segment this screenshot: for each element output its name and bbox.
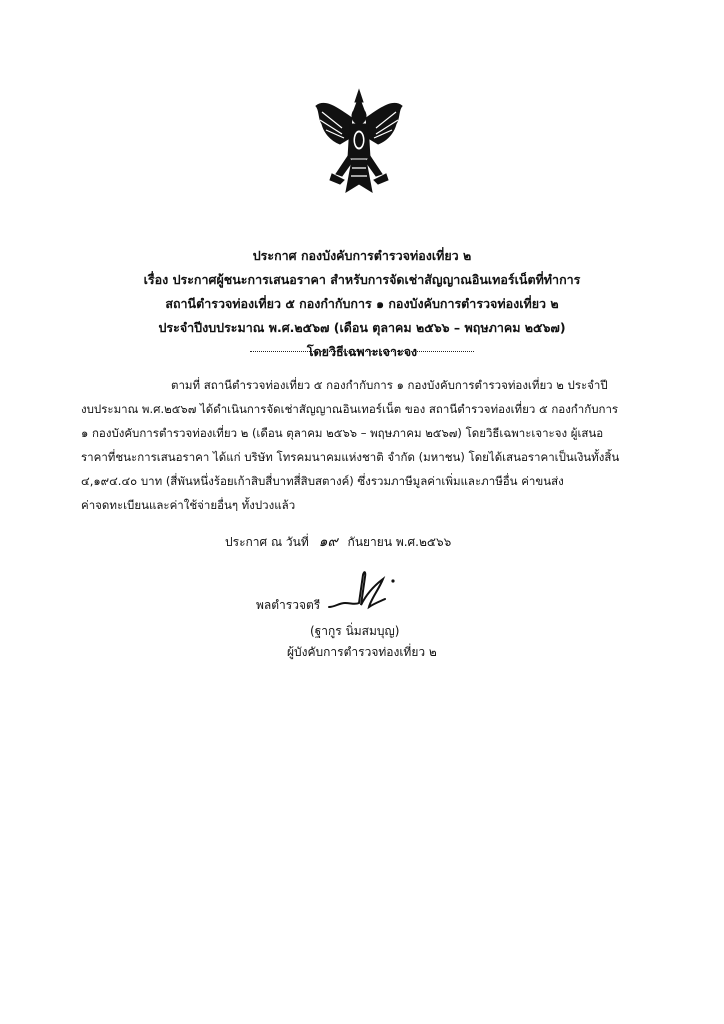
announcement-date (225, 530, 451, 554)
signatory-rank: พลตำรวจตรี (256, 598, 321, 612)
body-line: ราคาที่ชนะการเสนอราคา ได้แก่ บริษัท โทรคมนาคมแห่งชาติ จำกัด (มหาชน) โดยได้เสนอราคาเป็นเงินทั้งสิ้น (81, 450, 620, 464)
announcement-body (81, 373, 658, 517)
date-prefix: ประกาศ ณ วันที่ (225, 535, 309, 549)
handwritten-signature (325, 563, 415, 615)
signatory-position: ผู้บังคับการตำรวจท่องเที่ยว ๒ (287, 645, 437, 659)
title-issuer: ประกาศ กองบังคับการตำรวจท่องเที่ยว ๒ (252, 248, 472, 263)
garuda-emblem-icon (312, 88, 406, 198)
body-line: งบประมาณ พ.ศ.๒๕๖๗ ได้ดำเนินการจัดเช่าสัญญาณอินเทอร์เน็ต ของ สถานีตำรวจท่องเที่ยว ๕ กองกำกับการ (81, 402, 619, 416)
title-fiscal-year: ประจำปีงบประมาณ พ.ศ.๒๕๖๗ (เดือน ตุลาคม ๒๕๖๖ – พฤษภาคม ๒๕๖๗) (158, 320, 566, 335)
body-line: ๔,๑๙๔.๔๐ บาท (สี่พันหนึ่งร้อยเก้าสิบสี่บาทสี่สิบสตางค์) ซึ่งรวมภาษีมูลค่าเพิ่มและภาษีอื่น ค่าขนส่ง (81, 474, 564, 488)
body-line: ๑ กองบังคับการตำรวจท่องเที่ยว ๒ (เดือน ตุลาคม ๒๕๖๖ – พฤษภาคม ๒๕๖๗) โดยวิธีเฉพาะเจาะจง ผู้เสนอ (81, 426, 604, 440)
signatory-name: (ฐากูร นิ่มสมบุญ) (310, 624, 400, 638)
date-month-year: กันยายน พ.ศ.๒๕๖๖ (347, 535, 452, 549)
announcement-title (60, 244, 664, 364)
title-divider (250, 351, 474, 352)
title-method: โดยวิธีเฉพาะเจาะจง (306, 344, 418, 359)
title-location: สถานีตำรวจท่องเที่ยว ๕ กองกำกับการ ๑ กองบังคับการตำรวจท่องเที่ยว ๒ (165, 296, 559, 311)
date-day: ๑๙ (318, 534, 338, 550)
title-subject: เรื่อง ประกาศผู้ชนะการเสนอราคา สำหรับการจัดเช่าสัญญาณอินเทอร์เน็ตที่ทำการ (143, 272, 581, 287)
body-line: ค่าจดทะเบียนและค่าใช้จ่ายอื่นๆ ทั้งปวงแล้ว (81, 498, 296, 512)
body-line: ตามที่ สถานีตำรวจท่องเที่ยว ๕ กองกำกับการ ๑ กองบังคับการตำรวจท่องเที่ยว ๒ ประจำปี (171, 378, 608, 392)
